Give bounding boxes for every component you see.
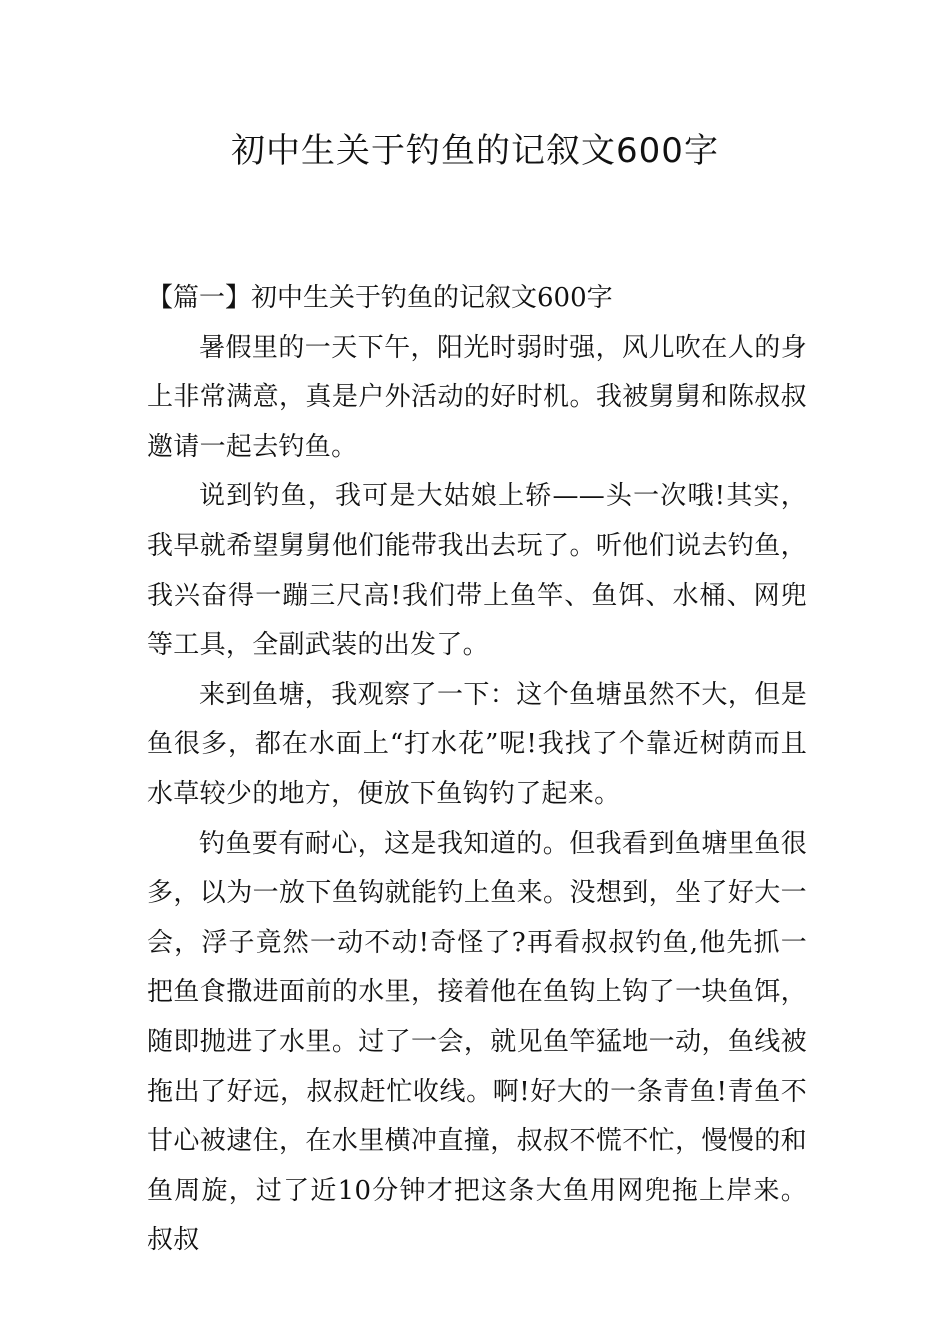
document-body [147, 274, 807, 1266]
paragraph-3: 来到鱼塘，我观察了一下：这个鱼塘虽然不大，但是鱼很多，都在水面上“打水花”呢!我找了个靠近树荫而且水草较少的地方，便放下鱼钩钓了起来。 [147, 679, 807, 809]
paragraph-2: 说到钓鱼，我可是大姑娘上轿——头一次哦!其实，我早就希望舅舅他们能带我出去玩了。听他们说去钓鱼，我兴奋得一蹦三尺高!我们带上鱼竿、鱼饵、水桶、网兜等工具，全副武装的出发了。 [147, 481, 807, 661]
document-title: 初中生关于钓鱼的记叙文600字 [231, 131, 719, 171]
section-heading: 【篇一】初中生关于钓鱼的记叙文600字 [147, 283, 613, 313]
paragraph-4: 钓鱼要有耐心，这是我知道的。但我看到鱼塘里鱼很多，以为一放下鱼钩就能钓上鱼来。没想到，坐了好大一会，浮子竟然一动不动!奇怪了?再看叔叔钓鱼,他先抓一把鱼食撒进面前的水里，接着他在鱼钩上钩了一块鱼饵，随即抛进了水里。过了一会，就见鱼竿猛地一动，鱼线被拖出了好远，叔叔赶忙收线。啊!好大的一条青鱼!青鱼不甘心被逮住，在水里横冲直撞，叔叔不慌不忙，慢慢的和鱼周旋，过了近10分钟才把这条大鱼用网兜拖上岸来。叔叔 [147, 828, 807, 1256]
paragraph-1: 暑假里的一天下午，阳光时弱时强，风儿吹在人的身上非常满意，真是户外活动的好时机。我被舅舅和陈叔叔邀请一起去钓鱼。 [147, 332, 807, 462]
